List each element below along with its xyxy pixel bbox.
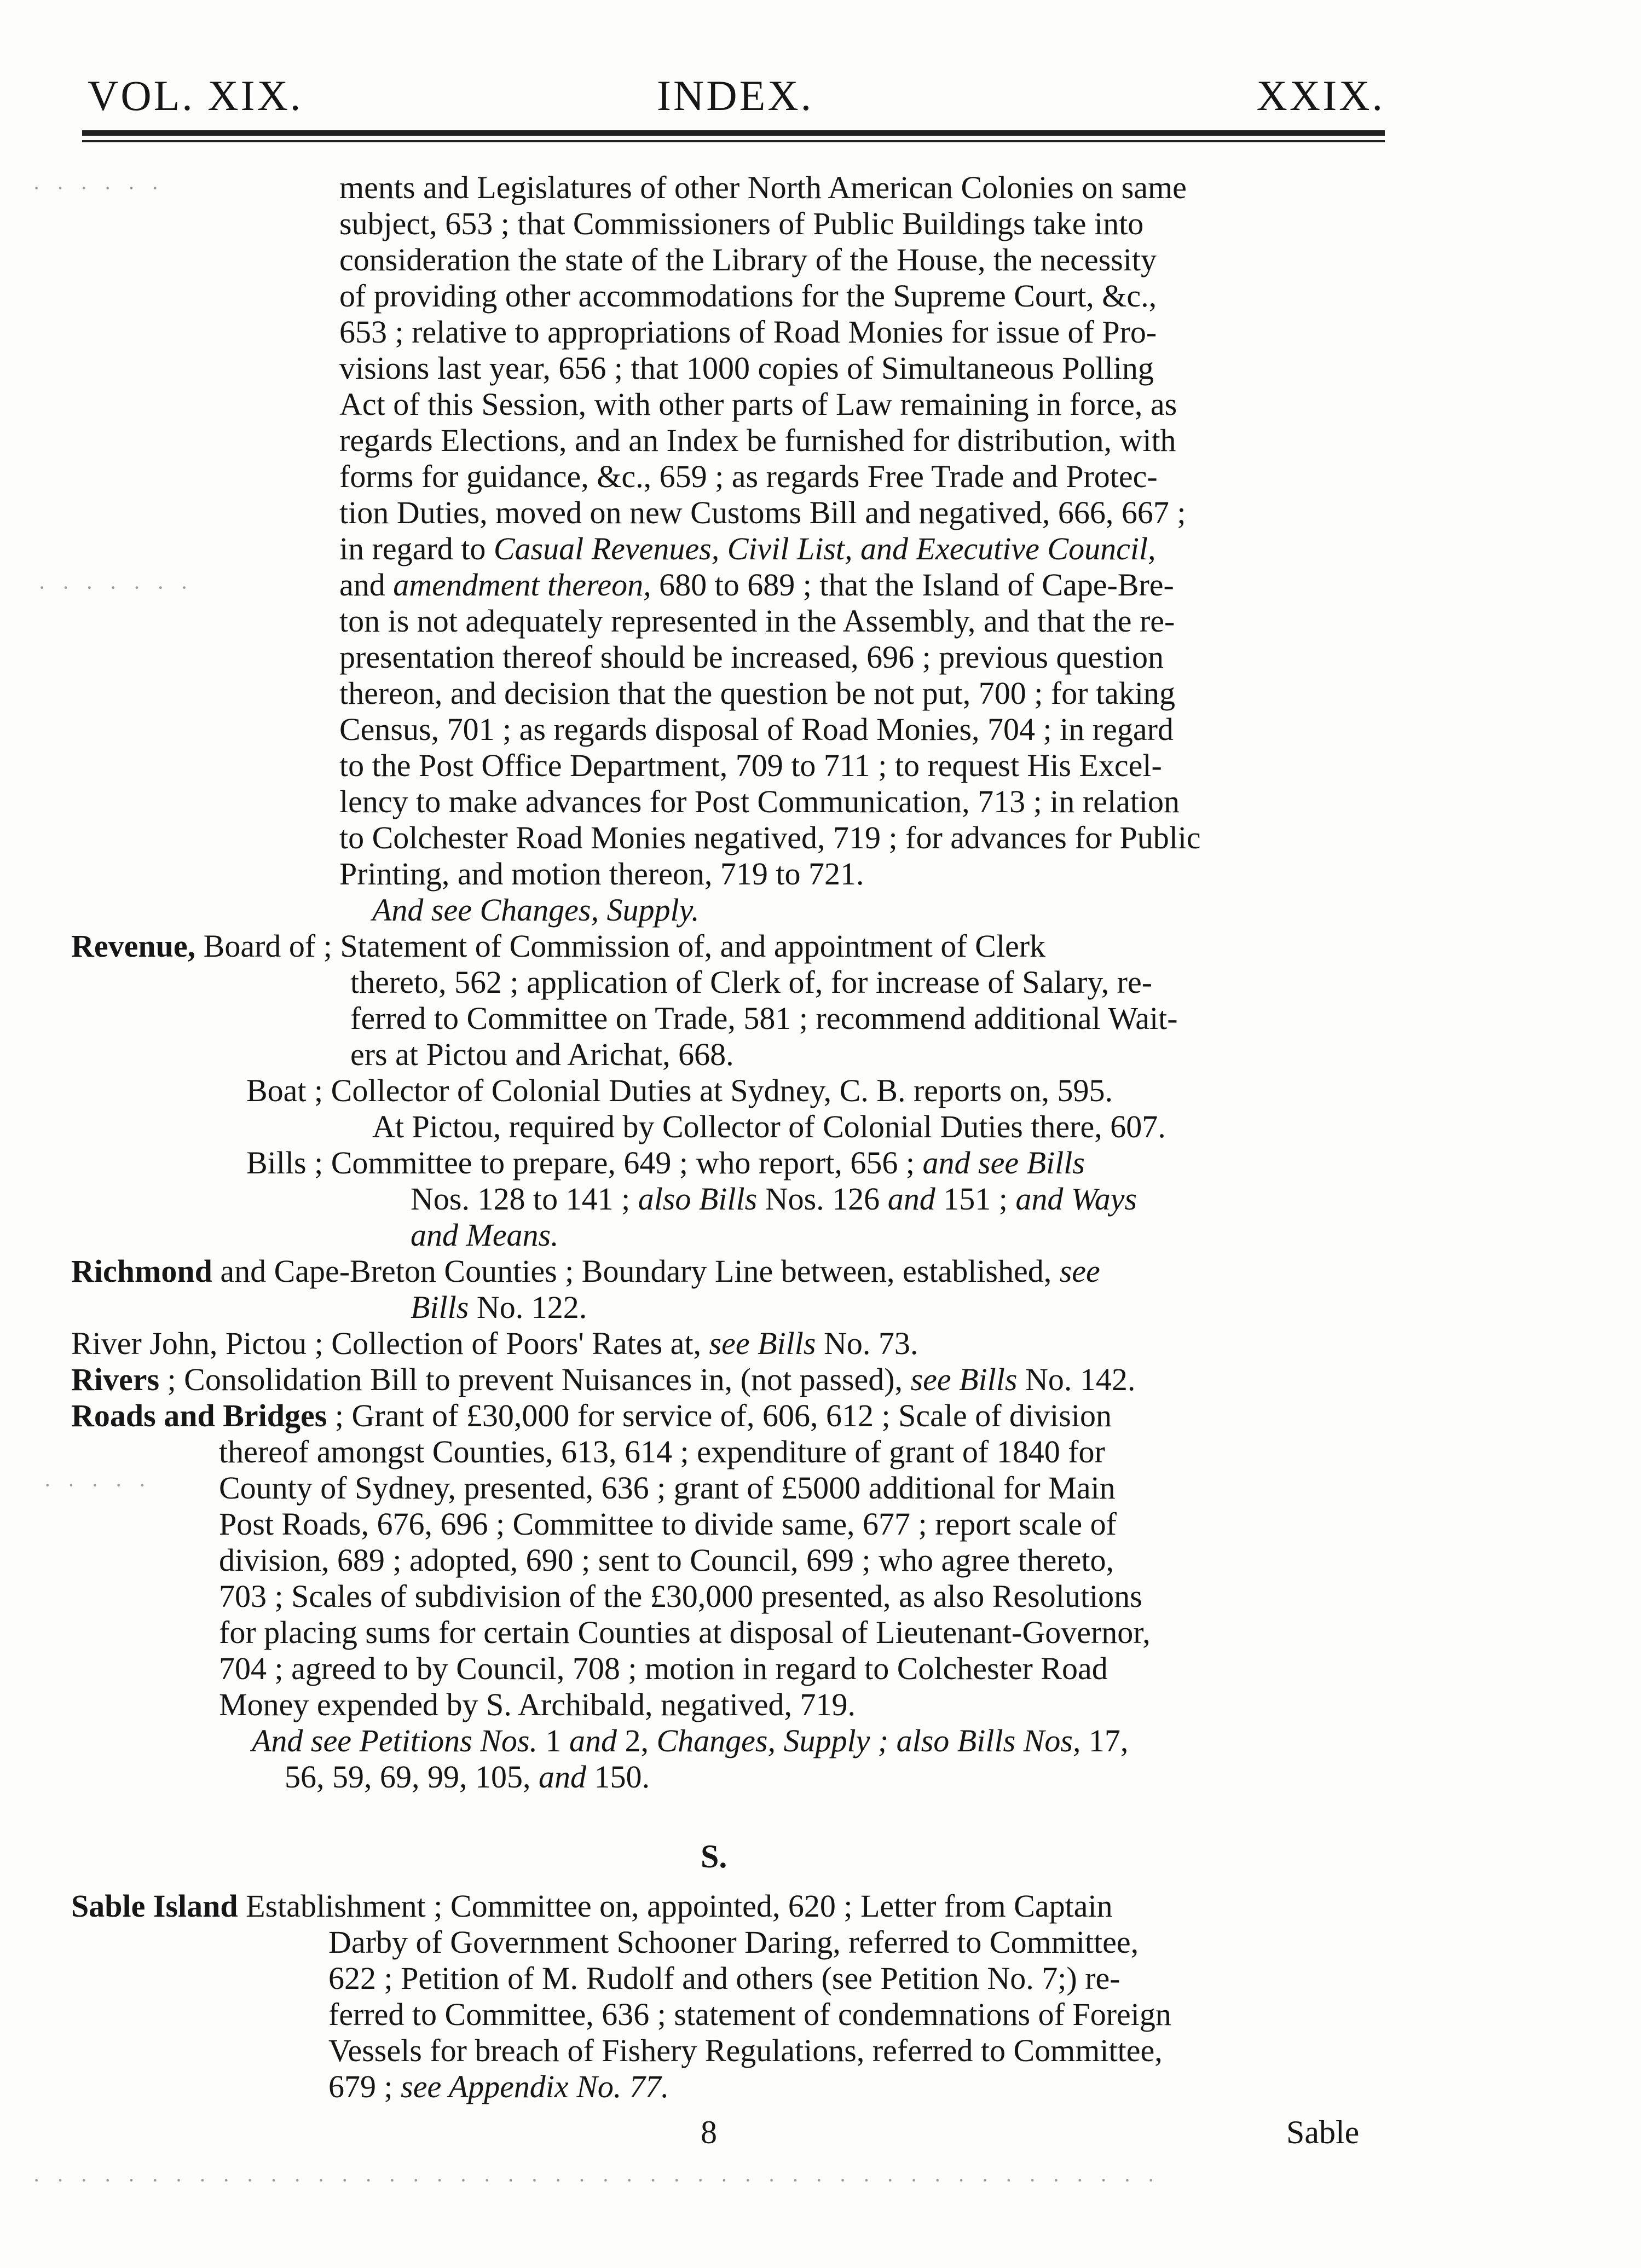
index-line — [71, 1326, 918, 1362]
index-line — [339, 459, 1158, 495]
entry-text: Vessels for breach of Fishery Regulations, referred to Committee, — [328, 2033, 1163, 2068]
entry-text: 151 ; — [935, 1181, 1016, 1217]
index-line — [219, 1506, 1117, 1542]
entry-text: 704 ; agreed to by Council, 708 ; motion in regard to Colchester Road — [219, 1651, 1108, 1686]
index-line — [339, 170, 1187, 206]
index-line — [411, 1181, 1137, 1217]
running-header — [88, 71, 1385, 120]
italic-reference: see Appendix No. 77. — [401, 2069, 669, 2104]
index-line — [339, 386, 1177, 423]
index-line — [71, 1398, 1112, 1434]
bleed-through-mark: · · · · · — [44, 1473, 152, 1497]
index-line — [71, 1888, 1113, 1924]
entry-text: No. 122. — [469, 1289, 587, 1325]
index-line — [328, 1924, 1139, 1960]
italic-reference: Changes, Supply ; also Bills Nos, — [656, 1723, 1081, 1758]
entry-text: Printing, and motion thereon, 719 to 721. — [339, 856, 864, 892]
entry-text: 1 — [537, 1723, 569, 1758]
entry-text: 17, — [1080, 1723, 1129, 1758]
index-line — [219, 1578, 1142, 1615]
entry-text: regards Elections, and an Index be furnished for distribution, with — [339, 423, 1176, 458]
header-rule-thick — [82, 130, 1385, 136]
index-line — [411, 1217, 559, 1253]
index-line — [285, 1759, 650, 1795]
index-line — [339, 531, 1156, 567]
entry-text: ton is not adequately represented in the Assembly, and that the re- — [339, 603, 1175, 639]
index-line — [219, 1470, 1116, 1506]
entry-text: and — [339, 567, 394, 603]
index-line — [339, 242, 1157, 278]
entry-text: and Cape-Breton Counties ; Boundary Line between, established, — [212, 1253, 1060, 1289]
index-line — [372, 892, 700, 928]
italic-reference: Casual Revenues, Civil List, and Executive Council, — [493, 531, 1156, 566]
volume-label: VOL. XIX. — [88, 72, 303, 119]
entry-text: ; Grant of £30,000 for service of, 606, 612 ; Scale of division — [327, 1398, 1112, 1433]
entry-text: 2, — [616, 1723, 657, 1758]
index-line — [219, 1434, 1105, 1470]
entry-text: At Pictou, required by Collector of Colonial Duties there, 607. — [372, 1109, 1166, 1144]
index-line — [339, 856, 864, 892]
entry-text: thereto, 562 ; application of Clerk of, for increase of Salary, re- — [350, 964, 1153, 1000]
entry-text: River John, Pictou ; Collection of Poors' Rates at, — [71, 1326, 709, 1361]
entry-text: Board of ; Statement of Commission of, and appointment of Clerk — [195, 928, 1046, 964]
index-line — [219, 1542, 1114, 1578]
entry-text: consideration the state of the Library of the House, the necessity — [339, 242, 1157, 277]
catchword: Sable — [1286, 2114, 1360, 2150]
index-line — [339, 423, 1176, 459]
entry-text: lency to make advances for Post Communication, 713 ; in relation — [339, 784, 1180, 819]
italic-reference: and — [569, 1723, 617, 1758]
entry-text: Money expended by S. Archibald, negatived, 719. — [219, 1687, 856, 1722]
index-line — [339, 784, 1180, 820]
italic-reference: And see Petitions Nos. — [252, 1723, 538, 1758]
index-line — [252, 1723, 1128, 1759]
entry-text: Act of this Session, with other parts of Law remaining in force, as — [339, 386, 1177, 422]
italic-reference: amendment thereon, — [393, 567, 651, 603]
entry-heading: Rivers — [71, 1362, 160, 1397]
index-line — [339, 639, 1164, 675]
italic-reference: also Bills — [638, 1181, 758, 1217]
entry-text: forms for guidance, &c., 659 ; as regards Free Trade and Protec- — [339, 459, 1158, 494]
entry-text: 703 ; Scales of subdivision of the £30,000 presented, as also Resolutions — [219, 1578, 1142, 1614]
entry-text: tion Duties, moved on new Customs Bill and negatived, 666, 667 ; — [339, 495, 1186, 530]
index-line — [328, 1997, 1171, 2033]
entry-heading: Sable Island — [71, 1888, 238, 1924]
entry-text: ; Consolidation Bill to prevent Nuisances in, (not passed), — [159, 1362, 911, 1397]
entry-text: Post Roads, 676, 696 ; Committee to divide same, 677 ; report scale of — [219, 1506, 1117, 1542]
index-line — [339, 748, 1162, 784]
index-line — [339, 314, 1157, 350]
index-line — [339, 206, 1143, 242]
entry-text: ferred to Committee on Trade, 581 ; recommend additional Wait- — [350, 1000, 1178, 1036]
entry-heading: Revenue, — [71, 928, 196, 964]
entry-text: 679 ; — [328, 2069, 401, 2104]
index-line — [219, 1651, 1108, 1687]
italic-reference: And see Changes, Supply. — [372, 892, 700, 928]
entry-text: 150. — [586, 1759, 650, 1795]
index-line — [328, 2033, 1163, 2069]
entry-text: No. 73. — [816, 1326, 918, 1361]
index-line — [339, 495, 1186, 531]
bleed-through-mark: · · · · · · · · · · · · · · · · · · · · · · · · · · · · · · · · · · · · · · · · · · · · · · · · — [33, 2168, 1160, 2192]
entry-text: Boat ; Collector of Colonial Duties at Sydney, C. B. reports on, 595. — [246, 1073, 1113, 1108]
page-numeral: XXIX. — [1256, 72, 1385, 119]
index-line — [339, 675, 1175, 711]
italic-reference: and see Bills — [922, 1145, 1085, 1181]
index-line — [246, 1073, 1113, 1109]
entry-text: thereof amongst Counties, 613, 614 ; expenditure of grant of 1840 for — [219, 1434, 1105, 1469]
entry-text: Establishment ; Committee on, appointed, 620 ; Letter from Captain — [238, 1888, 1113, 1924]
index-line — [219, 1687, 856, 1723]
entry-heading: Roads and Bridges — [71, 1398, 327, 1433]
entry-text: of providing other accommodations for the Supreme Court, &c., — [339, 278, 1157, 314]
entry-text: to Colchester Road Monies negatived, 719 ; for advances for Public — [339, 820, 1201, 855]
entry-text: ers at Pictou and Arichat, 668. — [350, 1037, 734, 1072]
index-line — [328, 1960, 1120, 1997]
italic-reference: see Bills — [709, 1326, 816, 1361]
entry-text: 56, 59, 69, 99, 105, — [285, 1759, 539, 1795]
entry-text: County of Sydney, presented, 636 ; grant of £5000 additional for Main — [219, 1470, 1116, 1506]
index-line — [350, 1037, 734, 1073]
entry-text: 680 to 689 ; that the Island of Cape-Bre- — [651, 567, 1174, 603]
signature-mark: 8 — [701, 2114, 717, 2150]
entry-text: Bills ; Committee to prepare, 649 ; who report, 656 ; — [246, 1145, 923, 1181]
entry-text: Census, 701 ; as regards disposal of Road Monies, 704 ; in regard — [339, 711, 1174, 747]
bleed-through-mark: · · · · · · — [33, 176, 164, 200]
entry-text: presentation thereof should be increased, 696 ; previous question — [339, 639, 1164, 675]
entry-text: No. 142. — [1017, 1362, 1136, 1397]
section-letter-s: S. — [701, 1838, 727, 1874]
index-line — [372, 1109, 1166, 1145]
italic-reference: Bills — [411, 1289, 469, 1325]
index-line — [339, 820, 1201, 856]
entry-text: visions last year, 656 ; that 1000 copies of Simultaneous Polling — [339, 350, 1154, 386]
index-line — [339, 278, 1157, 314]
entry-text: in regard to — [339, 531, 494, 566]
entry-text: Nos. 126 — [757, 1181, 888, 1217]
index-line — [71, 1362, 1135, 1398]
index-line — [350, 964, 1152, 1000]
entry-text: Nos. 128 to 141 ; — [411, 1181, 638, 1217]
italic-reference: and — [887, 1181, 935, 1217]
index-line — [350, 1000, 1178, 1037]
header-rule-thin — [82, 140, 1385, 142]
index-line — [246, 1145, 1085, 1181]
index-line — [339, 567, 1174, 603]
italic-reference: and Ways — [1015, 1181, 1137, 1217]
index-line — [71, 1253, 1100, 1289]
page-title: INDEX. — [657, 72, 814, 119]
entry-text: to the Post Office Department, 709 to 711 ; to request His Excel- — [339, 748, 1162, 783]
italic-reference: see — [1059, 1253, 1100, 1289]
entry-text: ferred to Committee, 636 ; statement of condemnations of Foreign — [328, 1997, 1171, 2032]
entry-text: 622 ; Petition of M. Rudolf and others (see Petition No. 7;) re- — [328, 1960, 1120, 1996]
index-line — [339, 711, 1174, 748]
index-line — [328, 2069, 669, 2105]
entry-text: division, 689 ; adopted, 690 ; sent to Council, 699 ; who agree thereto, — [219, 1542, 1114, 1578]
entry-text: for placing sums for certain Counties at disposal of Lieutenant-Governor, — [219, 1615, 1151, 1650]
index-line — [339, 603, 1175, 639]
entry-text: thereon, and decision that the question be not put, 700 ; for taking — [339, 675, 1176, 711]
bleed-through-mark: · · · · · · · — [38, 575, 194, 600]
italic-reference: see Bills — [910, 1362, 1018, 1397]
index-line — [71, 928, 1045, 964]
italic-reference: and — [539, 1759, 586, 1795]
entry-text: 653 ; relative to appropriations of Road Monies for issue of Pro- — [339, 314, 1157, 350]
italic-reference: and Means. — [411, 1217, 559, 1253]
index-line — [219, 1615, 1151, 1651]
entry-text: ments and Legislatures of other North American Colonies on same — [339, 170, 1187, 205]
entry-text: Darby of Government Schooner Daring, referred to Committee, — [328, 1924, 1139, 1960]
entry-text: subject, 653 ; that Commissioners of Public Buildings take into — [339, 206, 1144, 241]
index-line — [411, 1289, 587, 1326]
entry-heading: Richmond — [71, 1253, 212, 1289]
index-line — [339, 350, 1154, 386]
